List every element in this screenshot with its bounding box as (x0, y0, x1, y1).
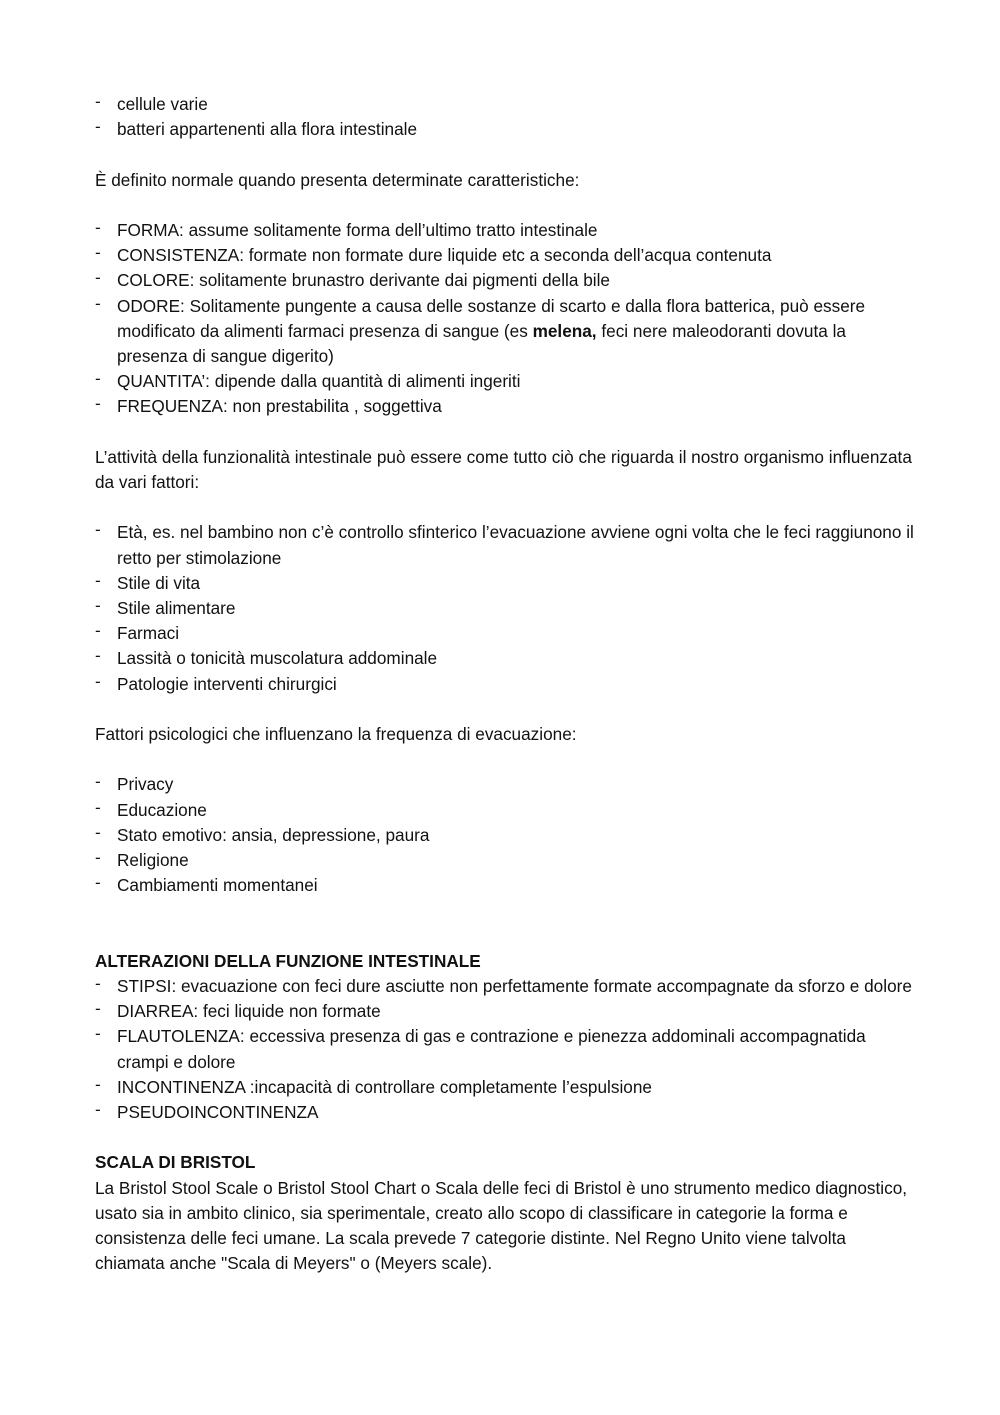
list-item-text: Cambiamenti momentanei (117, 875, 318, 896)
list-item-consistenza (95, 243, 920, 268)
list-item (95, 873, 920, 898)
list-item (95, 646, 920, 671)
dash-marker: - (95, 369, 101, 389)
alterations-list (95, 974, 920, 1125)
dash-marker: - (95, 1074, 101, 1094)
list-item-text: Religione (117, 850, 189, 870)
cell-list (95, 92, 920, 142)
list-item-text: CONSISTENZA: formate non formate dure liquide etc a seconda dell’acqua contenuta (117, 245, 772, 266)
dash-marker: - (95, 520, 101, 540)
paragraph-bristol: La Bristol Stool Scale o Bristol Stool Chart o Scala delle feci di Bristol è uno strumento medico diagnostico, usato sia in ambito clinico, sia sperimentale, creato allo scopo di classificare in categorie la forma e consistenza delle feci umane. La scala prevede 7 categorie distinte. Nel Regno Unito viene talvolta chiamata anche "Scala di Meyers" o (Meyers scale). (95, 1177, 908, 1274)
list-item-frequenza (95, 394, 920, 419)
characteristics-list (95, 218, 920, 420)
dash-marker: - (95, 848, 101, 867)
list-item-text: Farmaci (117, 623, 180, 644)
dash-marker: - (95, 243, 101, 263)
dash-marker: - (95, 596, 101, 615)
dash-marker: - (95, 268, 101, 288)
list-item-odore (95, 294, 920, 370)
section-heading-bristol: SCALA DI BRISTOL (95, 1152, 256, 1173)
list-item-text: FORMA: assume solitamente forma dell’ultimo tratto intestinale (117, 219, 598, 240)
list-item-text: Età, es. nel bambino non c’è controllo sfinterico l’evacuazione avviene ogni volta che le feci raggiunono il retto per stimolazione (117, 522, 914, 568)
dash-marker: - (95, 621, 101, 641)
list-item (95, 1100, 920, 1125)
section-heading-alterazioni: ALTERAZIONI DELLA FUNZIONE INTESTINALE (95, 950, 481, 971)
list-item-text: FLAUTOLENZA: eccessiva presenza di gas e contrazione e pienezza addominali accompagnatida crampi e dolore (117, 1026, 866, 1072)
list-item-text: ODORE: Solitamente pungente a causa delle sostanze di scarto e dalla flora batterica, può essere modificato da alimenti farmaci presenza di sangue (es (117, 295, 866, 341)
dash-marker: - (95, 797, 101, 817)
dash-marker: - (95, 873, 101, 893)
list-item-text: QUANTITA’: dipende dalla quantità di alimenti ingeriti (117, 371, 521, 392)
dash-marker: - (95, 1100, 101, 1119)
dash-marker: - (95, 822, 101, 842)
list-item (95, 1024, 920, 1074)
dash-marker: - (95, 570, 101, 590)
list-item-forma (95, 218, 920, 243)
list-item-text: FREQUENZA: non prestabilita , soggettiva (117, 396, 442, 417)
dash-marker: - (95, 772, 101, 792)
list-item-text: INCONTINENZA :incapacità di controllare completamente l’espulsione (117, 1076, 652, 1097)
list-item (95, 571, 920, 596)
paragraph-psychological: Fattori psicologici che influenzano la frequenza di evacuazione: (95, 724, 577, 744)
list-item (95, 92, 920, 117)
list-item (95, 823, 920, 848)
dash-marker: - (95, 646, 101, 666)
dash-marker: - (95, 999, 101, 1019)
list-item (95, 974, 920, 999)
dash-marker: - (95, 973, 101, 993)
list-item-text: Stile alimentare (117, 598, 236, 618)
list-item (95, 772, 920, 797)
list-item (95, 848, 920, 873)
list-item-text: PSEUDOINCONTINENZA (117, 1102, 319, 1122)
dash-marker: - (95, 92, 101, 111)
list-item (95, 520, 920, 570)
psychological-list (95, 772, 920, 898)
list-item-text: cellule varie (117, 94, 208, 114)
list-item-text: STIPSI: evacuazione con feci dure asciutte non perfettamente formate accompagnate da sforzo e dolore (117, 975, 912, 996)
factors-list (95, 520, 920, 696)
list-item-text: Lassità o tonicità muscolatura addominale (117, 648, 438, 669)
dash-marker: - (95, 293, 101, 313)
list-item (95, 999, 920, 1024)
list-item (95, 621, 920, 646)
list-item-quantita (95, 369, 920, 394)
list-item-text: Educazione (117, 799, 207, 820)
dash-marker: - (95, 117, 101, 137)
list-item-text: Patologie interventi chirurgici (117, 673, 337, 694)
list-item (95, 1075, 920, 1100)
list-item-text: Stile di vita (117, 572, 201, 593)
paragraph-factors: L’attività della funzionalità intestinale può essere come tutto ciò che riguarda il nostro organismo influenzata da vari fattori: (95, 446, 912, 492)
list-item-colore (95, 268, 920, 293)
list-item (95, 672, 920, 697)
list-item (95, 798, 920, 823)
list-item (95, 117, 920, 142)
list-item-text: batteri appartenenti alla flora intestinale (117, 119, 418, 140)
dash-marker: - (95, 671, 101, 691)
list-item-text: Stato emotivo: ansia, depressione, paura (117, 824, 430, 845)
dash-marker: - (95, 217, 101, 237)
bold-term-melena: melena, (532, 320, 597, 341)
dash-marker: - (95, 1024, 101, 1044)
list-item-text: DIARREA: feci liquide non formate (117, 1001, 381, 1022)
list-item-text: Privacy (117, 774, 174, 795)
list-item (95, 596, 920, 621)
list-item-text: feci nere maleodoranti dovuta la presenza di sangue digerito) (117, 320, 846, 366)
dash-marker: - (95, 394, 101, 414)
list-item-text: COLORE: solitamente brunastro derivante dai pigmenti della bile (117, 270, 610, 291)
paragraph-normal: È definito normale quando presenta determinate caratteristiche: (95, 169, 580, 190)
